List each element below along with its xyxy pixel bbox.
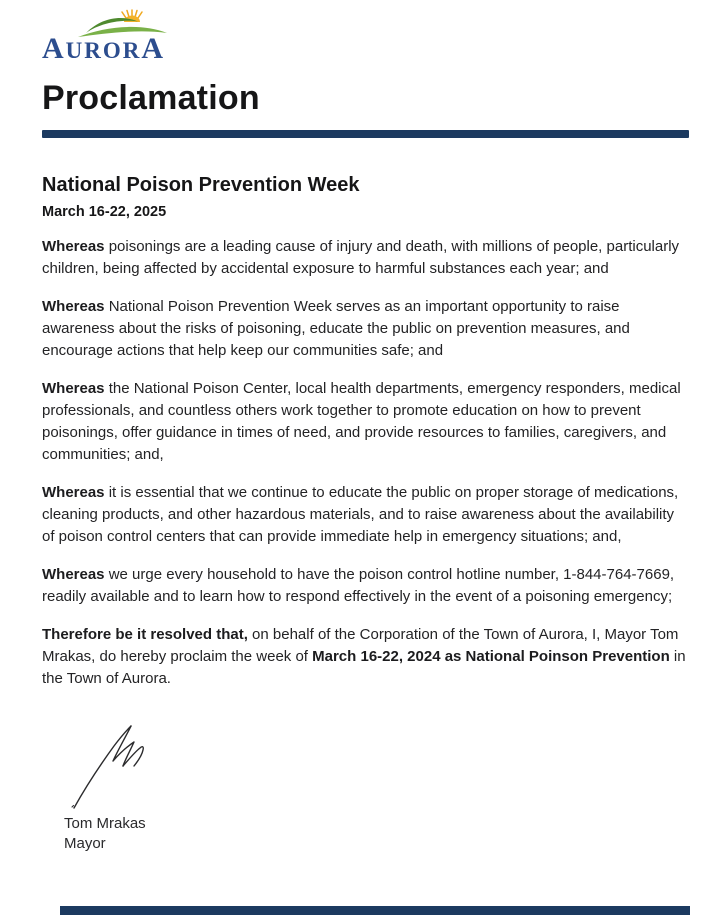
whereas-lead: Whereas <box>42 380 105 398</box>
page-title: Proclamation <box>42 79 260 117</box>
whereas-text: the National Poison Center, local health departments, emergency responders, medical professionals, and countless others work together to promote education on how to prevent poisonings, offer guidance in times of need, and provide resources to families, caregivers, and communities; and, <box>42 380 681 464</box>
signature-scribble-icon <box>68 720 152 812</box>
whereas-text: we urge every household to have the poison control hotline number, 1-844-764-7669, readily available and to learn how to respond effectively in the event of a poisoning emergency; <box>42 566 675 606</box>
page-header <box>0 0 727 138</box>
whereas-lead: Whereas <box>42 566 105 584</box>
aurora-logo <box>42 8 202 65</box>
aurora-wordmark <box>42 34 165 64</box>
whereas-paragraph-2 <box>42 296 689 362</box>
whereas-paragraph-3 <box>42 378 689 466</box>
wordmark-letter: A <box>141 32 166 65</box>
signature-block <box>64 720 689 854</box>
signatory-title: Mayor <box>64 835 106 853</box>
wordmark-letters: UROR <box>65 38 142 63</box>
whereas-text: it is essential that we continue to educate the public on proper storage of medications, cleaning products, and other hazardous materials, and to raise awareness about the availability of poison control centers that can provide immediate help in emergency situations; and, <box>42 484 679 546</box>
resolution-lead: Therefore be it resolved that, <box>42 626 248 644</box>
whereas-paragraph-1 <box>42 236 689 280</box>
wordmark-letter: A <box>42 32 66 65</box>
top-divider <box>42 130 689 138</box>
proclamation-heading: National Poison Prevention Week <box>42 174 360 197</box>
whereas-lead: Whereas <box>42 238 105 256</box>
signatory-name: Tom Mrakas <box>64 815 146 833</box>
whereas-paragraph-4 <box>42 482 689 548</box>
whereas-paragraph-5 <box>42 564 689 608</box>
whereas-lead: Whereas <box>42 484 105 502</box>
resolution-paragraph <box>42 624 689 690</box>
resolution-emphasis: March 16-22, 2024 as National Poinson Prevention <box>312 648 670 666</box>
resolution-tail: in the Town of Aurora. <box>42 648 686 688</box>
resolution-text: on behalf of the Corporation of the Town of Aurora, I, Mayor Tom Mrakas, do hereby proclaim the week of <box>42 626 679 666</box>
whereas-lead: Whereas <box>42 298 105 316</box>
proclamation-date: March 16-22, 2025 <box>42 204 167 221</box>
whereas-text: poisonings are a leading cause of injury and death, with millions of people, particularly children, being affected by accidental exposure to harmful substances each year; and <box>42 238 680 278</box>
bottom-divider <box>60 906 690 915</box>
whereas-text: National Poison Prevention Week serves as an important opportunity to raise awareness about the risks of poisoning, educate the public on prevention measures, and encourage actions that help keep our communities safe; and <box>42 298 630 360</box>
proclamation-body <box>0 174 727 854</box>
